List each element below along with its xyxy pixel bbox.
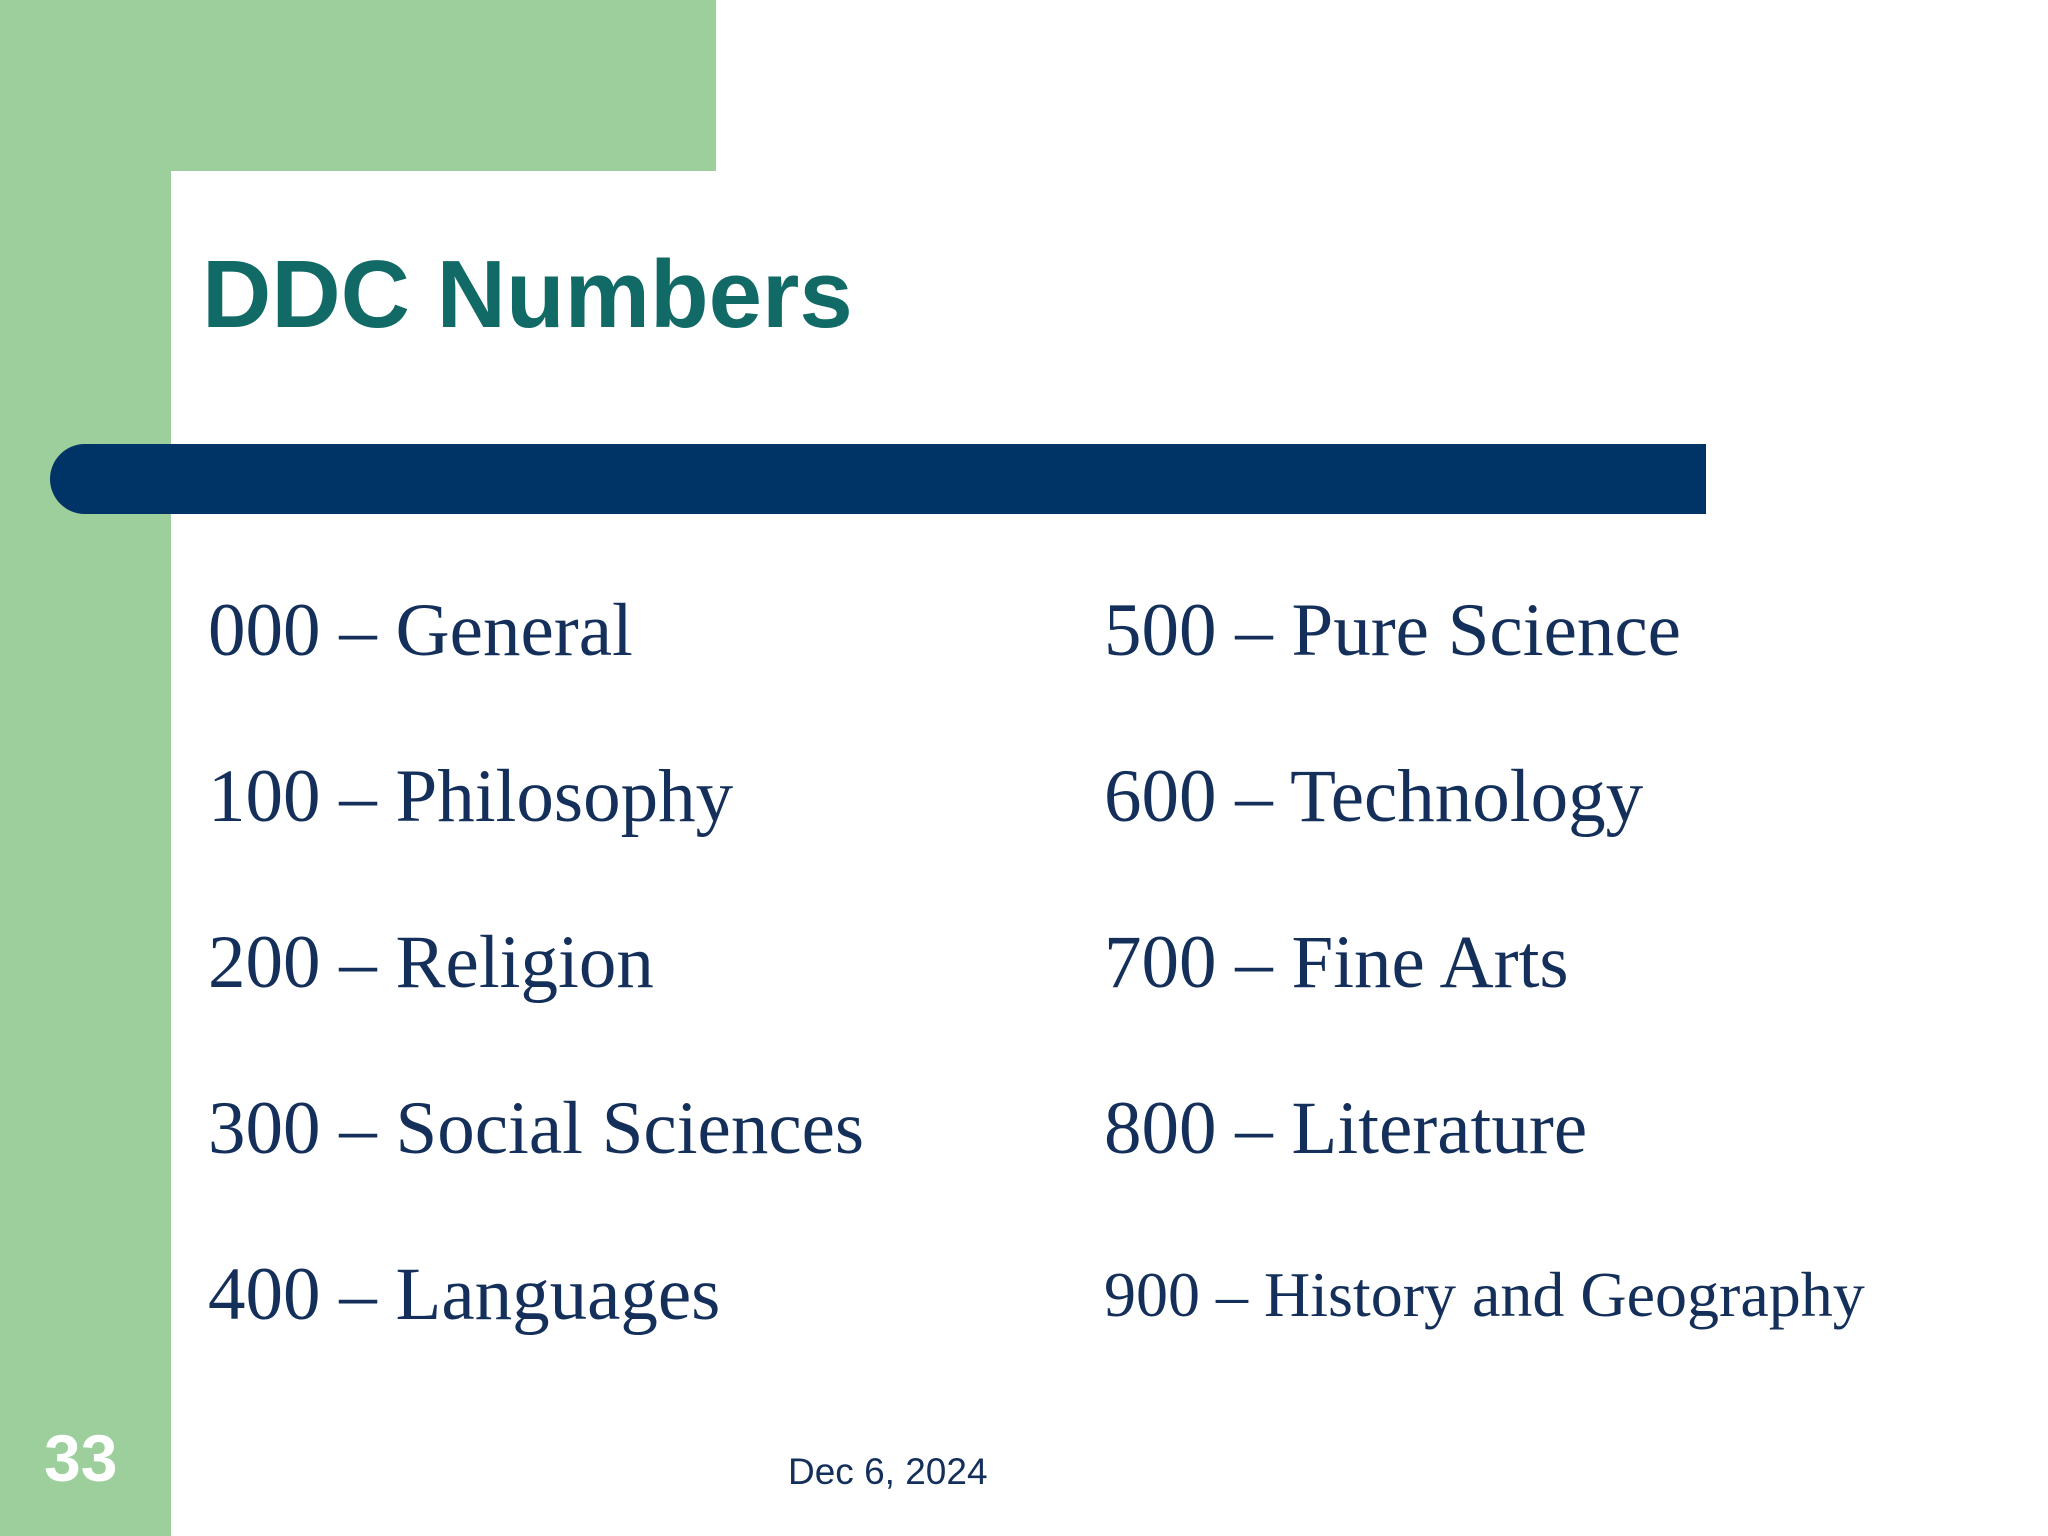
slide-number: 33 [44, 1421, 118, 1495]
ddc-class-item: 900 – History and Geography [1104, 1259, 1865, 1330]
slide-title: DDC Numbers [202, 241, 853, 348]
ddc-class-item: 100 – Philosophy [208, 755, 734, 838]
ddc-class-item: 600 – Technology [1104, 755, 1644, 838]
title-divider-bar [50, 444, 1706, 514]
ddc-class-item: 400 – Languages [208, 1253, 721, 1336]
slide-date: Dec 6, 2024 [788, 1451, 988, 1492]
ddc-classes-left-column [208, 548, 864, 1378]
ddc-class-item: 500 – Pure Science [1104, 589, 1681, 672]
ddc-class-item: 800 – Literature [1104, 1087, 1588, 1170]
ddc-classes-right-column [1104, 548, 1865, 1378]
green-side-band [0, 0, 171, 1536]
green-top-band [0, 0, 716, 171]
ddc-class-item: 300 – Social Sciences [208, 1087, 865, 1170]
ddc-class-item: 700 – Fine Arts [1104, 921, 1569, 1004]
ddc-class-item: 000 – General [208, 589, 633, 672]
ddc-class-item: 200 – Religion [208, 921, 654, 1004]
